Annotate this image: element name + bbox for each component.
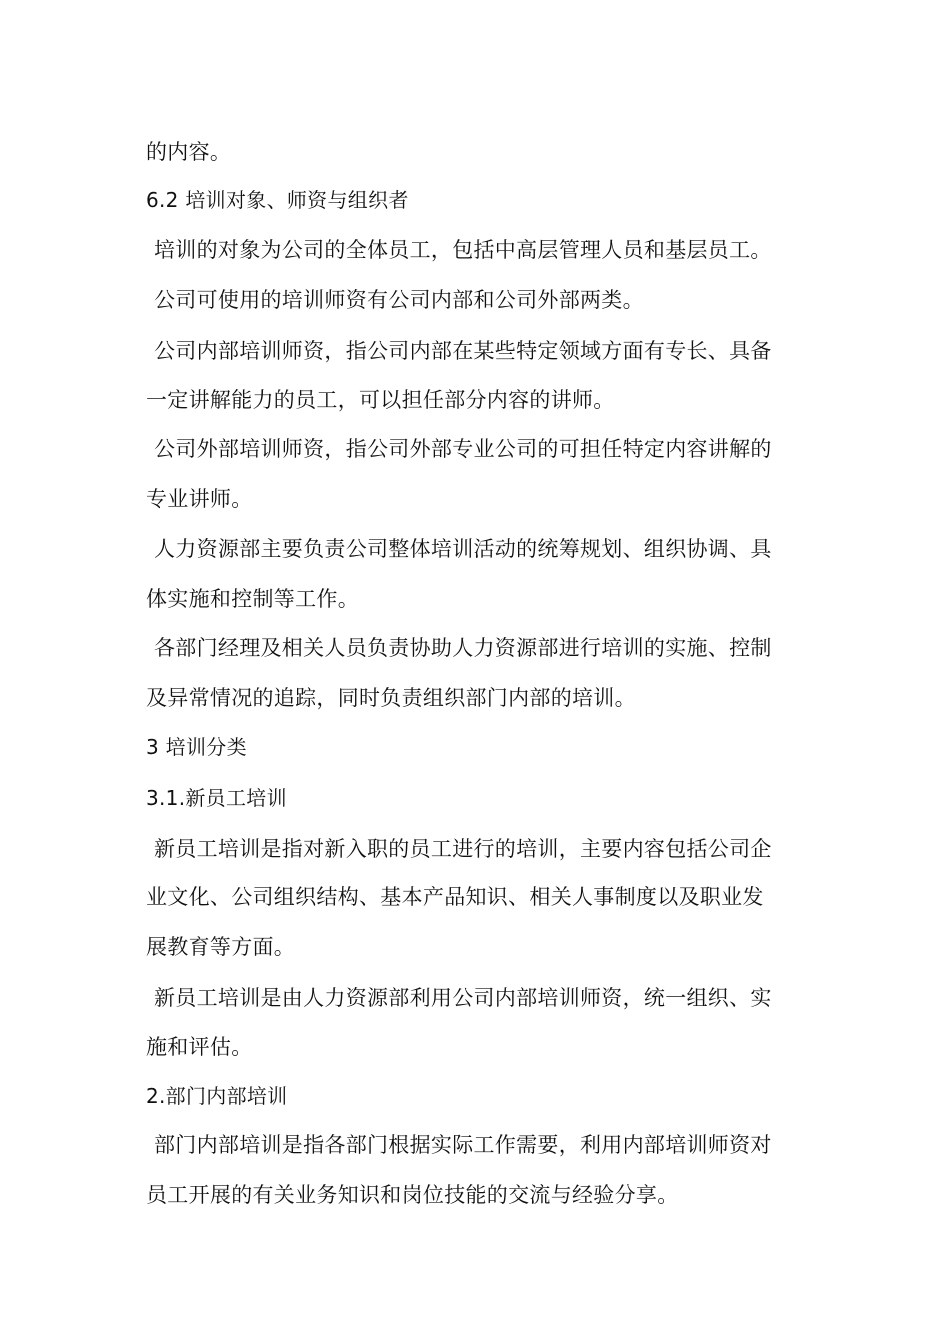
subsection-heading: 3.1.新员工培训 [146, 786, 287, 810]
paragraph-line: 业文化、公司组织结构、基本产品知识、相关人事制度以及职业发 [146, 885, 764, 909]
paragraph-line: 体实施和控制等工作。 [146, 587, 359, 611]
paragraph-line: 专业讲师。 [146, 487, 253, 511]
paragraph-line: 的内容。 [146, 140, 232, 164]
paragraph-line: 公司外部培训师资，指公司外部专业公司的可担任特定内容讲解的 [154, 437, 772, 461]
paragraph-line: 培训的对象为公司的全体员工，包括中高层管理人员和基层员工。 [154, 238, 772, 262]
paragraph-line: 公司可使用的培训师资有公司内部和公司外部两类。 [154, 288, 644, 312]
section-heading: 3 培训分类 [146, 735, 247, 759]
paragraph-line: 展教育等方面。 [146, 935, 296, 959]
paragraph-line: 新员工培训是由人力资源部利用公司内部培训师资，统一组织、实 [154, 986, 772, 1010]
paragraph-line: 员工开展的有关业务知识和岗位技能的交流与经验分享。 [146, 1183, 679, 1207]
paragraph-line: 一定讲解能力的员工，可以担任部分内容的讲师。 [146, 388, 615, 412]
paragraph-line: 及异常情况的追踪，同时负责组织部门内部的培训。 [146, 686, 636, 710]
subsection-heading: 2.部门内部培训 [146, 1084, 288, 1108]
paragraph-line: 部门内部培训是指各部门根据实际工作需要，利用内部培训师资对 [154, 1133, 772, 1157]
paragraph-line: 新员工培训是指对新入职的员工进行的培训，主要内容包括公司企 [154, 837, 772, 861]
section-heading: 6.2 培训对象、师资与组织者 [146, 188, 409, 212]
paragraph-line: 施和评估。 [146, 1035, 253, 1059]
paragraph-line: 人力资源部主要负责公司整体培训活动的统筹规划、组织协调、具 [154, 537, 772, 561]
paragraph-line: 公司内部培训师资，指公司内部在某些特定领域方面有专长、具备 [154, 339, 772, 363]
paragraph-line: 各部门经理及相关人员负责协助人力资源部进行培训的实施、控制 [154, 636, 772, 660]
